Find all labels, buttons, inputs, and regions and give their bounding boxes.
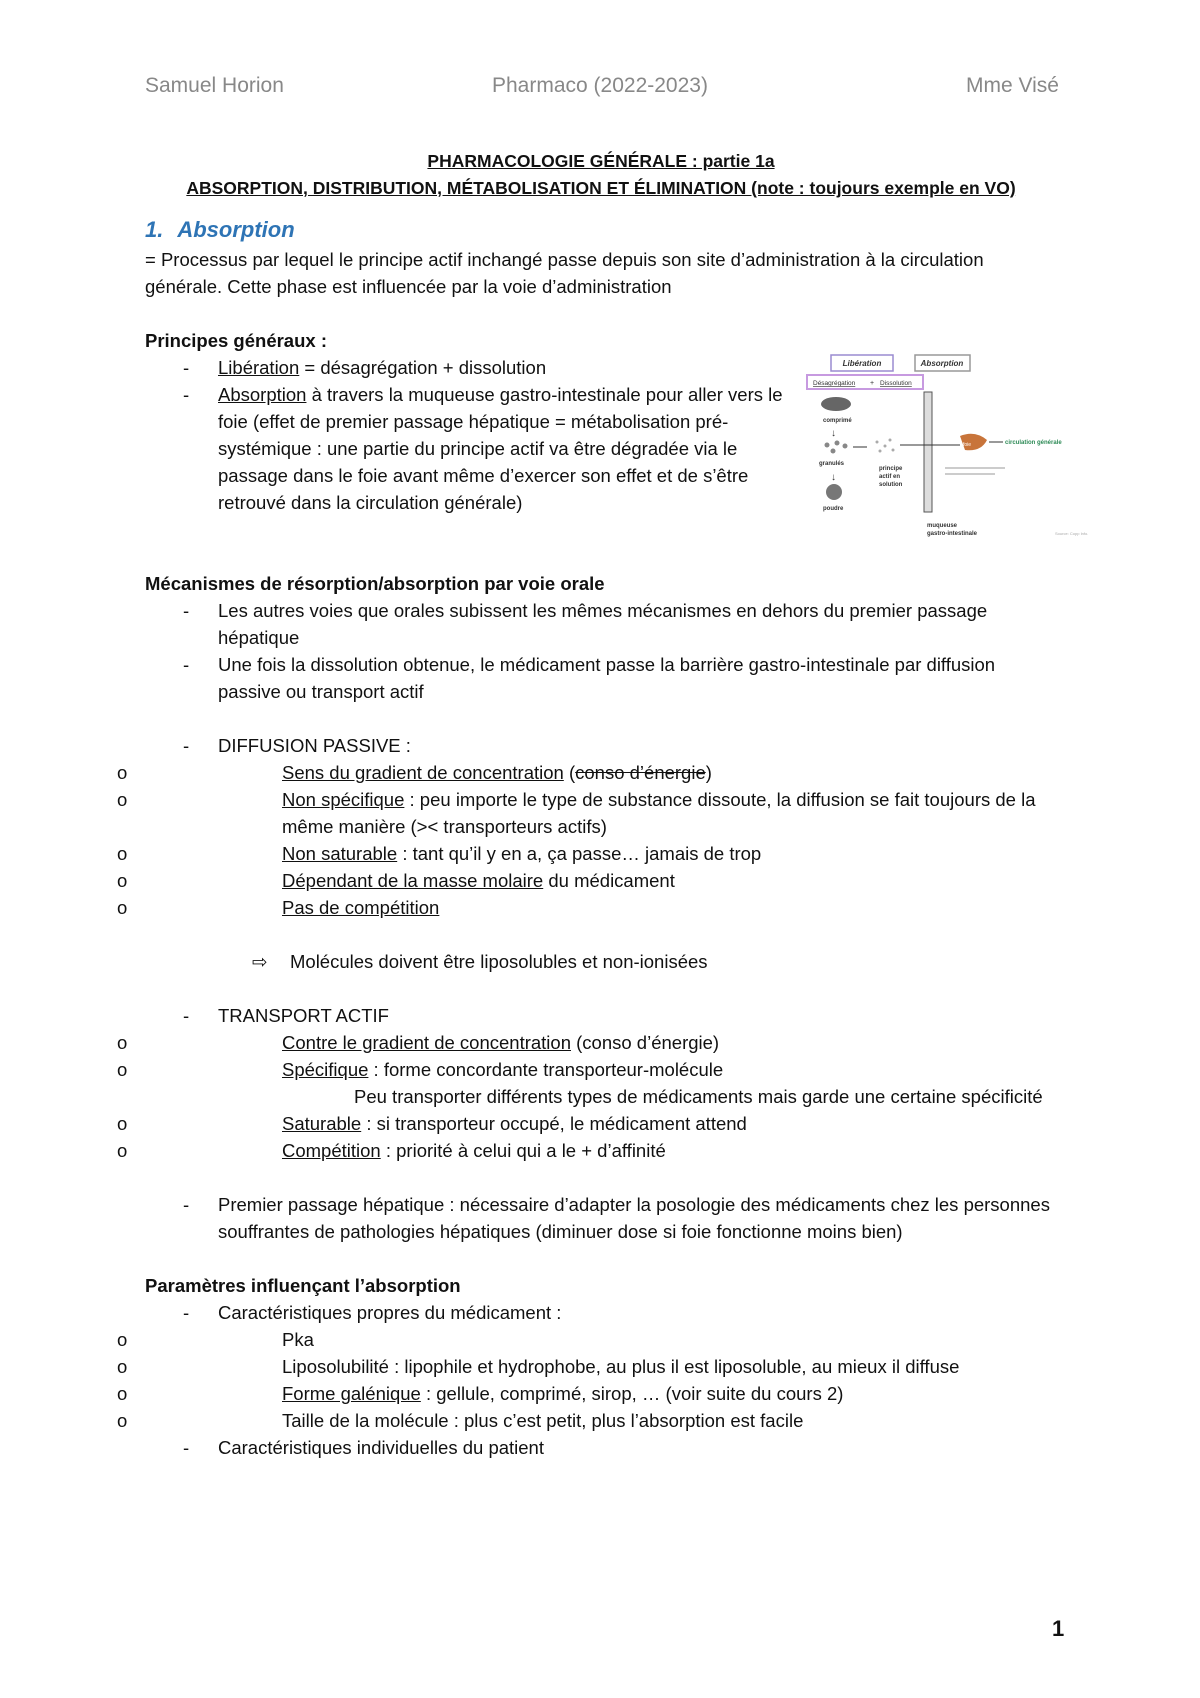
section-title: Absorption [177, 217, 295, 242]
term: Spécifique [282, 1059, 369, 1080]
principes-heading: Principes généraux : [145, 330, 327, 351]
plus-label: + [870, 380, 875, 387]
diffusion-heading: DIFFUSION PASSIVE : [218, 735, 411, 756]
text: du médicament [543, 870, 675, 891]
text: : forme concordante transporteur-molécule [368, 1059, 724, 1080]
source-label: Source: Copp Info. [1055, 531, 1089, 536]
page-number: 1 [1052, 1616, 1065, 1641]
list-item: o Pka [218, 1326, 1057, 1353]
term: Non saturable [282, 843, 398, 864]
principe-label: actif en [879, 474, 901, 480]
text: ) [705, 762, 712, 783]
list-item: - Une fois la dissolution obtenue, le médicament passe la barrière gastro-intestinale par diffusion passive ou transport actif [145, 651, 1057, 705]
list-item [218, 1029, 1057, 1056]
term-absorption: Absorption [218, 384, 307, 405]
title-line-1: PHARMACOLOGIE GÉNÉRALE : partie 1a [427, 151, 775, 171]
transport-block [145, 1002, 1057, 1164]
term: Compétition [282, 1140, 381, 1161]
dissolution-label: Dissolution [880, 380, 912, 387]
term: Non spécifique [282, 789, 405, 810]
header-course: Pharmaco (2022-2023) [492, 74, 708, 97]
term: Forme galénique [282, 1383, 421, 1404]
mucosa-bar [924, 392, 932, 512]
tablet-shape [821, 397, 851, 411]
list-item: o Taille de la molécule : plus c’est petit, plus l’absorption est facile [218, 1407, 1057, 1434]
list-item [218, 867, 1057, 894]
desagregation-label: Désagrégation [813, 380, 856, 387]
term: Sens du gradient de concentration [282, 762, 564, 783]
list-item: - Premier passage hépatique : nécessaire d’adapter la posologie des médicaments chez les personnes souffrantes de pathologies hépatiques (diminuer dose si foie fonctionne moins bien) [145, 1191, 1057, 1245]
circulation-label: circulation générale [1005, 440, 1062, 446]
text: : si transporteur occupé, le médicament attend [361, 1113, 747, 1134]
parametres-heading: Paramètres influençant l’absorption [145, 1275, 461, 1296]
muqueuse-label: gastro-intestinale [927, 531, 978, 537]
list-item [145, 1002, 1057, 1164]
list-item [218, 1380, 1057, 1407]
section-heading-absorption [145, 214, 1057, 246]
comprime-label: comprimé [823, 418, 852, 424]
arrow-right-icon: ⇨ [252, 951, 268, 972]
list-item [218, 786, 1057, 840]
specificity-note: Peu transporter différents types de médicaments mais garde une certaine spécificité [354, 1086, 1043, 1107]
list-item: o Liposolubilité : lipophile et hydrophobe, au plus il est liposoluble, au mieux il diffuse [218, 1353, 1057, 1380]
page-body [145, 148, 1057, 1461]
text: : peu importe le type de substance dissoute, la diffusion se fait toujours de la même manière (>< transporteurs actifs) [282, 789, 1036, 837]
list-item [145, 1299, 1057, 1434]
list-item [145, 354, 785, 381]
absorption-diagram [805, 350, 1105, 565]
premier-passage-block [145, 1191, 1057, 1245]
list-item [218, 894, 1057, 921]
header-author: Samuel Horion [145, 74, 284, 97]
list-item [145, 732, 1057, 921]
text: ( [563, 762, 576, 783]
text: : tant qu’il y en a, ça passe… jamais de trop [397, 843, 762, 864]
term: Dépendant de la masse molaire [282, 870, 544, 891]
text: (conso d’énergie) [571, 1032, 720, 1053]
powder-shape [826, 484, 842, 500]
list-item [218, 1110, 1057, 1137]
absorption-label: Absorption [920, 359, 964, 368]
principe-label: principe [879, 466, 903, 472]
title-line-2: ABSORPTION, DISTRIBUTION, MÉTABOLISATION ET ÉLIMINATION (note : toujours exemple en VO) [186, 178, 1016, 198]
poudre-label: poudre [823, 506, 844, 512]
arrow-down-icon: ↓ [831, 472, 836, 483]
struck-text: conso d’énergie [575, 762, 706, 783]
text: = désagrégation + dissolution [299, 357, 547, 378]
mecanismes-heading: Mécanismes de résorption/absorption par voie orale [145, 573, 605, 594]
parametres-sublist [218, 1326, 1057, 1434]
arrow-down-icon: ↓ [831, 428, 836, 439]
text: Caractéristiques propres du médicament : [218, 1302, 562, 1323]
list-item [145, 381, 785, 516]
principes-list [145, 354, 785, 516]
term: Saturable [282, 1113, 362, 1134]
liberation-label: Libération [842, 359, 882, 368]
list-item: - Les autres voies que orales subissent les mêmes mécanismes en dehors du premier passage hépatique [145, 597, 1057, 651]
parametres-list [145, 1299, 1057, 1461]
diffusion-block [145, 732, 1057, 921]
list-item: - Caractéristiques individuelles du patient [145, 1434, 1057, 1461]
diffusion-conclusion [145, 948, 1057, 975]
transport-heading: TRANSPORT ACTIF [218, 1005, 389, 1026]
principe-label: solution [879, 482, 903, 488]
list-item [218, 759, 1057, 786]
diffusion-list [218, 759, 1057, 921]
text: à travers la muqueuse gastro-intestinale pour aller vers le foie (effet de premier passage hépatique = métabolisation pré-systémique : une partie du principe actif va être dégradée via le passage dans le foie avant même d’exercer son effet et de s’être retrouvé dans la circulation générale) [218, 384, 783, 513]
text: : priorité à celui qui a le + d’affinité [380, 1140, 666, 1161]
list-item [218, 840, 1057, 867]
conclusion-text: Molécules doivent être liposolubles et non-ionisées [290, 951, 708, 972]
muqueuse-label: muqueuse [927, 523, 958, 529]
term-liberation: Libération [218, 357, 300, 378]
absorption-definition: = Processus par lequel le principe actif inchangé passe depuis son site d’administration à la circulation générale. Cette phase est influencée par la voie d’administration [145, 249, 984, 297]
list-item [218, 1137, 1057, 1164]
mecanismes-list [145, 597, 1057, 705]
text: : gellule, comprimé, sirop, … (voir suite du cours 2) [420, 1383, 844, 1404]
section-number: 1. [145, 217, 164, 242]
header-teacher: Mme Visé [966, 74, 1059, 97]
transport-list [218, 1029, 1057, 1164]
term: Pas de compétition [282, 897, 440, 918]
list-item [218, 1056, 1057, 1110]
granules-label: granulés [819, 461, 845, 467]
foie-label: foie [963, 442, 972, 448]
term: Contre le gradient de concentration [282, 1032, 571, 1053]
